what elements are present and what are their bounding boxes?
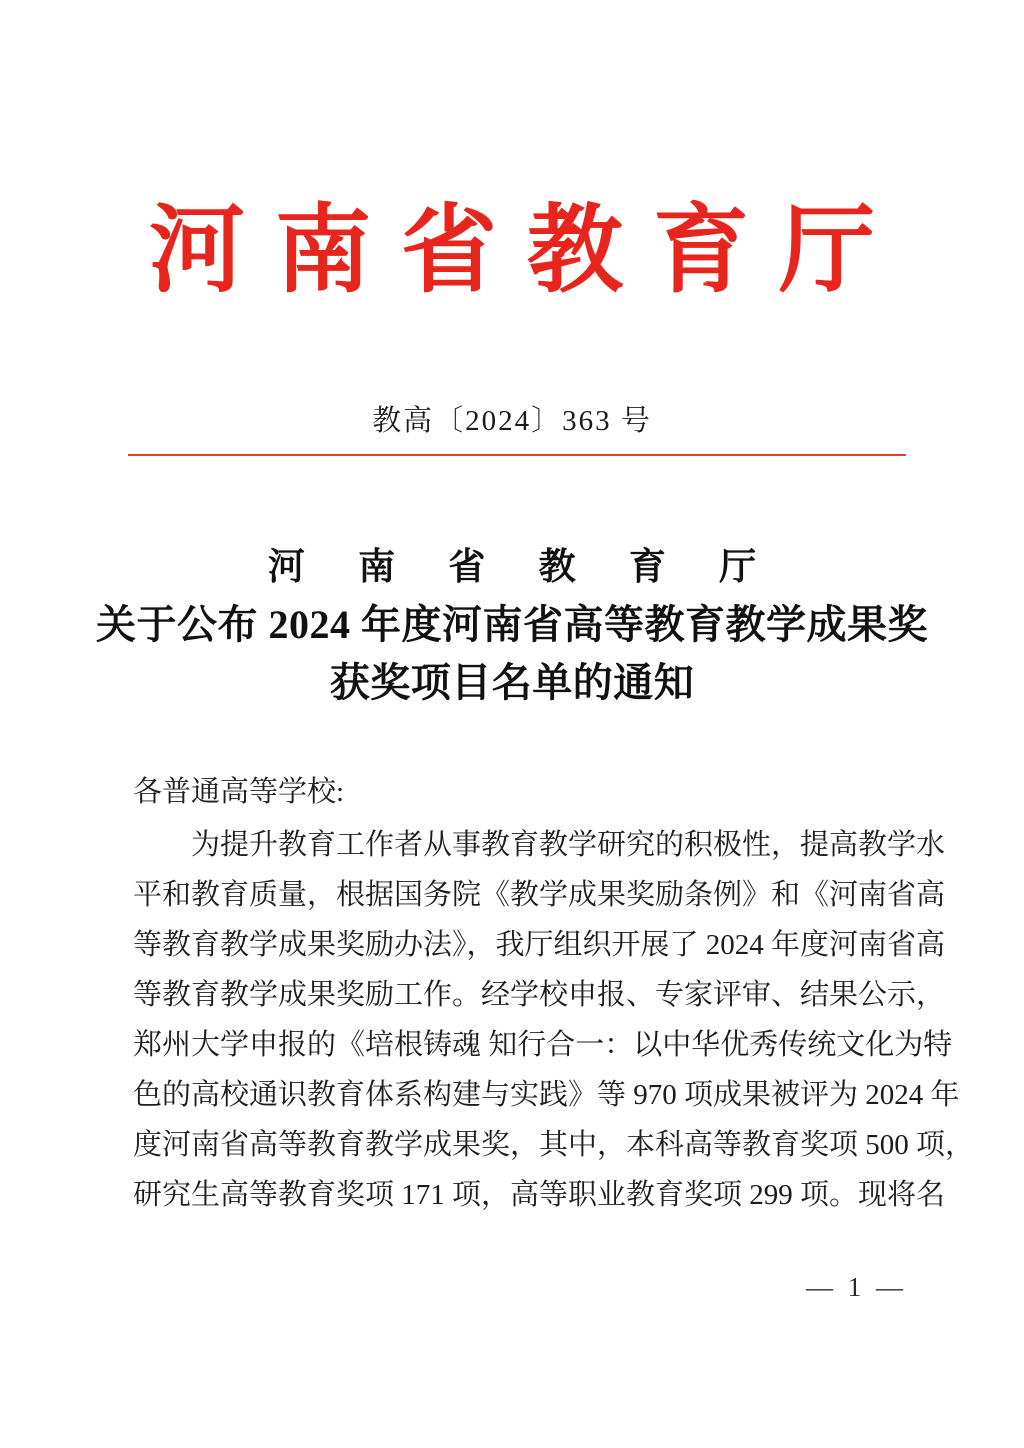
notice-title-agency-line: 河 南 省 教 育 厅 [267,547,779,588]
paragraph-line: 郑州大学申报的《培根铸魂 知行合一：以中华优秀传统文化为特 [133,1029,953,1061]
notice-title-type-line: 获奖项目名单的通知 [329,660,695,705]
red-divider-rule [128,454,906,456]
paragraph-line: 度河南省高等教育教学成果奖，其中，本科高等教育奖项 500 项， [133,1129,975,1161]
paragraph-line: 平和教育质量，根据国务院《教学成果奖励条例》和《河南省高 [133,879,946,911]
page-number: — 1 — [806,1272,907,1302]
paragraph-line: 等教育教学成果奖励办法》，我厅组织开展了 2024 年度河南省高 [133,929,946,961]
salutation: 各普通高等学校: [133,776,345,808]
notice-title-block [60,548,964,712]
paragraph-line: 色的高校通识教育体系构建与实践》等 970 项成果被评为 2024 年 [133,1079,960,1111]
letterhead-agency-title: 河南省教育厅 [149,197,905,304]
paragraph-line: 为提升教育工作者从事教育教学研究的积极性，提高教学水 [191,829,946,861]
document-number: 教高〔2024〕363 号 [372,405,652,437]
paragraph-line: 等教育教学成果奖励工作。经学校申报、专家评审、结果公示， [133,979,946,1011]
notice-title-subject-line: 关于公布 2024 年度河南省高等教育教学成果奖 [96,602,928,647]
body-paragraph [133,820,975,1220]
paragraph-line: 研究生高等教育奖项 171 项，高等职业教育奖项 299 项。现将名 [133,1179,946,1211]
